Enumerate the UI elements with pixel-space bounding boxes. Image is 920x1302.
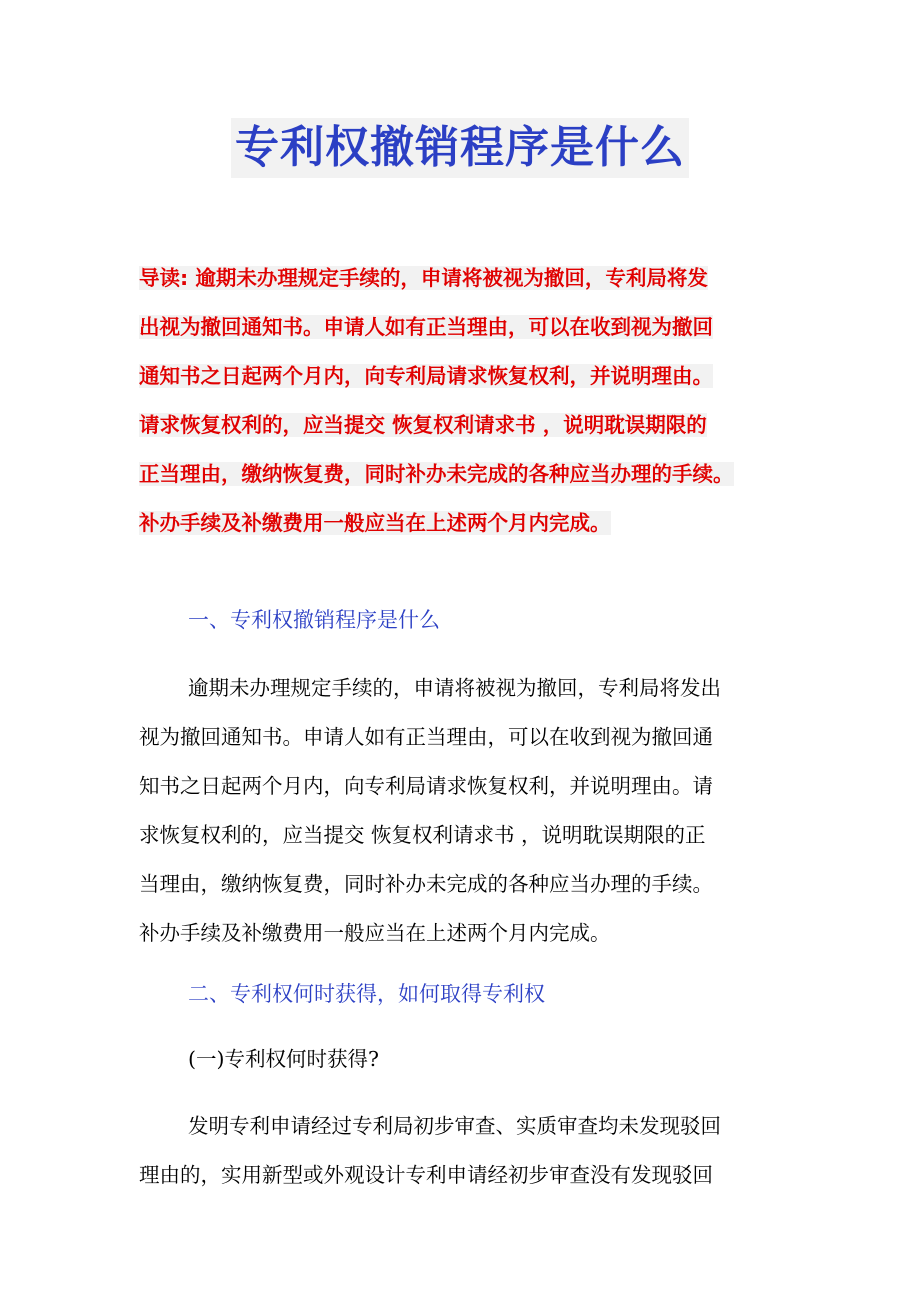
document-title: 专利权撤销程序是什么	[231, 118, 689, 178]
section-1-heading: 一、专利权撤销程序是什么	[188, 608, 440, 632]
title-container	[0, 118, 920, 178]
intro-line: 补办手续及补缴费用一般应当在上述两个月内完成。	[139, 511, 611, 535]
intro-line: 通知书之日起两个月内，向专利局请求恢复权利，并说明理由。	[139, 364, 713, 388]
section-1-paragraph	[139, 664, 791, 958]
intro-line: 出视为撤回通知书。申请人如有正当理由，可以在收到视为撤回	[139, 315, 713, 339]
paragraph-line: 当理由，缴纳恢复费，同时补办未完成的各种应当办理的手续。	[139, 872, 713, 896]
paragraph-line: 发明专利申请经过专利局初步审查、实质审查均未发现驳回	[188, 1114, 721, 1138]
intro-line: 正当理由，缴纳恢复费，同时补办未完成的各种应当办理的手续。	[139, 462, 734, 486]
paragraph-line: 知书之日起两个月内，向专利局请求恢复权利，并说明理由。请	[139, 774, 713, 798]
section-2-paragraph	[139, 1102, 791, 1200]
section-2-heading: 二、专利权何时获得，如何取得专利权	[188, 982, 545, 1006]
intro-paragraph	[139, 254, 791, 548]
paragraph-line: 视为撤回通知书。申请人如有正当理由，可以在收到视为撤回通	[139, 725, 713, 749]
section-2-subheading: (一)专利权何时获得?	[188, 1047, 379, 1071]
intro-line: 请求恢复权利的，应当提交 恢复权利请求书 ，说明耽误期限的	[139, 413, 707, 437]
paragraph-line: 补办手续及补缴费用一般应当在上述两个月内完成。	[139, 921, 611, 945]
paragraph-line: 理由的，实用新型或外观设计专利申请经初步审查没有发现驳回	[139, 1163, 713, 1187]
intro-line: 导读: 逾期未办理规定手续的，申请将被视为撤回，专利局将发	[139, 266, 708, 290]
paragraph-line: 求恢复权利的，应当提交 恢复权利请求书 ，说明耽误期限的正	[139, 823, 706, 847]
paragraph-line: 逾期未办理规定手续的，申请将被视为撤回，专利局将发出	[188, 676, 721, 700]
